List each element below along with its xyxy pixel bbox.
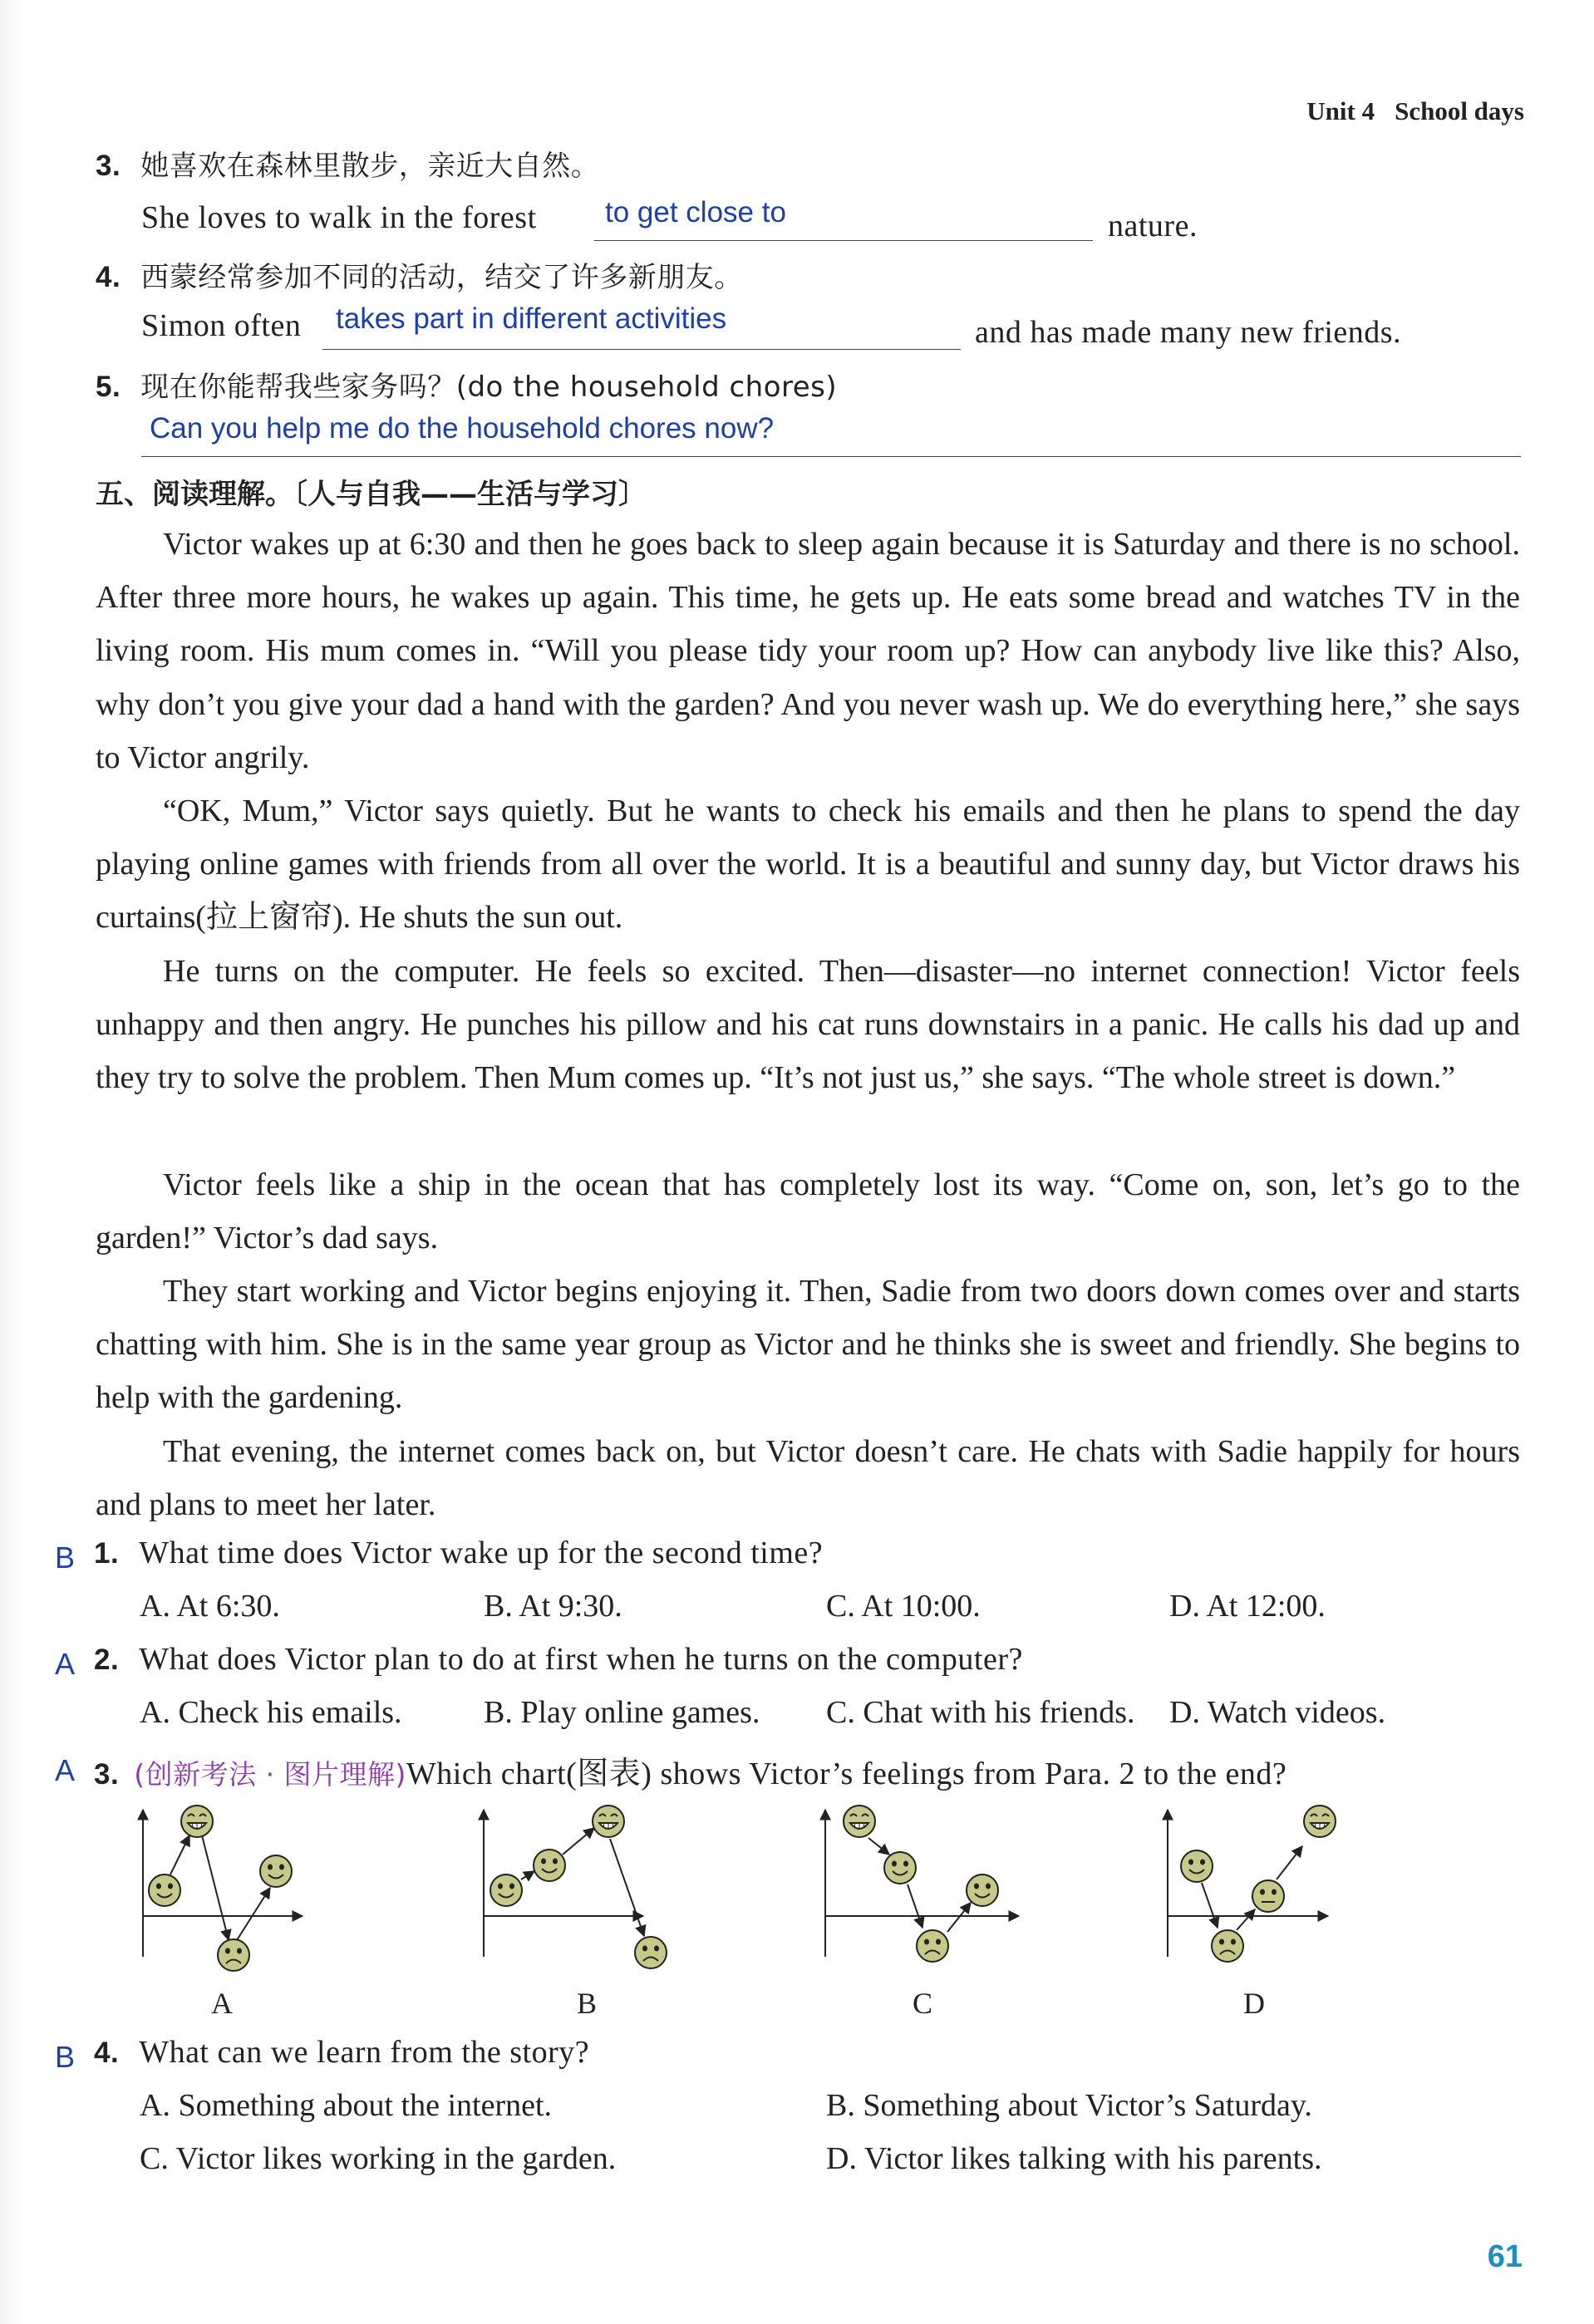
- translation-q3-cn: 3. 她喜欢在森林里散步，亲近大自然。: [96, 150, 600, 183]
- q2-answer-letter: A: [55, 1647, 76, 1681]
- translation-q5-cn: 5. 现在你能帮我些家务吗？(do the household chores): [96, 371, 838, 404]
- page-edge-shadow: [0, 0, 23, 2324]
- face-sad-icon: [635, 1937, 667, 1968]
- face-grin-icon: [1304, 1806, 1336, 1837]
- q2-option-d: D. Watch videos.: [1169, 1695, 1386, 1730]
- q4-option-d: D. Victor likes talking with his parents.: [826, 2141, 1322, 2176]
- q4-option-a: A. Something about the internet.: [140, 2088, 553, 2123]
- q2-option-b: B. Play online games.: [484, 1695, 760, 1730]
- chart-d: [1168, 1806, 1336, 1962]
- face-sad-icon: [218, 1939, 249, 1971]
- passage-paragraph-6: That evening, the internet comes back on, but Victor doesn’t care. He chats with Sadie happily for hours and plans to meet her later.: [96, 1434, 1520, 1523]
- face-happy-icon: [1181, 1850, 1213, 1882]
- header-unit: Unit 4: [1306, 96, 1375, 125]
- chart-a: [143, 1806, 303, 1971]
- q1-stem: 1. What time does Victor wake up for the second time?: [94, 1535, 824, 1570]
- face-grin-icon: [181, 1806, 213, 1837]
- passage-paragraph-1: Victor wakes up at 6:30 and then he goes back to sleep again because it is Saturday and there is no school. After three more hours, he wakes up again. This time, he gets up. He eats some bread and watches TV in the living room. His mum comes in. “Will you please tidy your room up? How can anybody live like this? Also, why don’t you give your dad a hand with the garden? And you never wash up. We do everything here,” she says to Victor angrily.: [96, 527, 1520, 775]
- q1-answer-letter: B: [55, 1540, 76, 1575]
- face-sad-icon: [1212, 1930, 1243, 1962]
- q1-option-c: C. At 10:00.: [826, 1589, 981, 1624]
- q2-option-a: A. Check his emails.: [140, 1695, 402, 1730]
- face-happy-icon: [260, 1855, 292, 1887]
- section-title: 五、阅读理解。〔人与自我——生活与学习〕: [96, 478, 647, 511]
- q2-option-c: C. Chat with his friends.: [826, 1695, 1135, 1730]
- translation-q3-answer: to get close to: [605, 196, 786, 228]
- chart-a-label: A: [211, 1987, 233, 2020]
- answer-blank-line: [594, 240, 1093, 241]
- face-happy-icon: [967, 1874, 998, 1906]
- passage-paragraph-4: Victor feels like a ship in the ocean that has completely lost its way. “Come on, son, let’s go to the garden!” Victor’s dad says.: [96, 1167, 1520, 1256]
- q1-option-b: B. At 9:30.: [484, 1589, 622, 1624]
- translation-q3-en-suffix: nature.: [1108, 209, 1198, 243]
- answer-blank-line: [322, 349, 961, 350]
- face-grin-icon: [593, 1806, 624, 1837]
- face-grin-icon: [844, 1806, 875, 1837]
- translation-q4-en-prefix: Simon often: [141, 308, 302, 343]
- page-number: 61: [1487, 2239, 1523, 2274]
- face-happy-icon: [884, 1852, 916, 1884]
- running-header: [1306, 96, 1524, 126]
- q2-stem: 2. What does Victor plan to do at first when he turns on the computer?: [94, 1642, 1023, 1677]
- translation-q5-answer: Can you help me do the household chores now?: [150, 412, 775, 445]
- chart-c-label: C: [913, 1987, 933, 2020]
- q3-stem: 3. (创新考法 · 图片理解)Which chart(图表) shows Victor’s feelings from Para. 2 to the end?: [94, 1757, 1287, 1791]
- q4-answer-letter: B: [55, 2040, 76, 2074]
- answer-blank-line: [141, 456, 1521, 457]
- face-happy-icon: [534, 1850, 565, 1881]
- chart-b: [484, 1806, 667, 1968]
- chart-d-label: D: [1243, 1987, 1265, 2020]
- translation-q3-en-prefix: She loves to walk in the forest: [141, 200, 537, 235]
- face-sad-icon: [917, 1930, 948, 1962]
- translation-q4-answer: takes part in different activities: [336, 302, 727, 335]
- q4-option-c: C. Victor likes working in the garden.: [140, 2141, 617, 2176]
- header-title: School days: [1395, 96, 1524, 125]
- q1-option-d: D. At 12:00.: [1169, 1589, 1326, 1624]
- passage-paragraph-5: They start working and Victor begins enjoying it. Then, Sadie from two doors down comes over and starts chatting with him. She is in the same year group as Victor and he thinks she is sweet and friendly. She begins to help with the gardening.: [96, 1274, 1520, 1416]
- passage-paragraph-2: “OK, Mum,” Victor says quietly. But he wants to check his emails and then he plans to spend the day playing online games with friends from all over the world. It is a beautiful and sunny day, but Victor draws his curtains(拉上窗帘). He shuts the sun out.: [96, 794, 1520, 936]
- q4-option-b: B. Something about Victor’s Saturday.: [826, 2088, 1312, 2123]
- q3-answer-letter: A: [55, 1753, 76, 1787]
- face-happy-icon: [149, 1874, 180, 1906]
- translation-q4-en-suffix: and has made many new friends.: [975, 315, 1402, 350]
- face-neutral-icon: [1252, 1880, 1284, 1912]
- q1-option-a: A. At 6:30.: [140, 1589, 280, 1624]
- chart-b-label: B: [577, 1987, 598, 2020]
- passage-paragraph-3: He turns on the computer. He feels so excited. Then—disaster—no internet connection! Victor feels unhappy and then angry. He punches his pillow and his cat runs downstairs in a panic. He calls his dad up and they try to solve the problem. Then Mum comes up. “It’s not just us,” she says. “The whole street is down.”: [96, 954, 1520, 1096]
- face-happy-icon: [490, 1874, 522, 1906]
- chart-c: [825, 1806, 1019, 1962]
- translation-q4-cn: 4. 西蒙经常参加不同的活动，结交了许多新朋友。: [96, 261, 743, 294]
- q4-stem: 4. What can we learn from the story?: [94, 2035, 590, 2070]
